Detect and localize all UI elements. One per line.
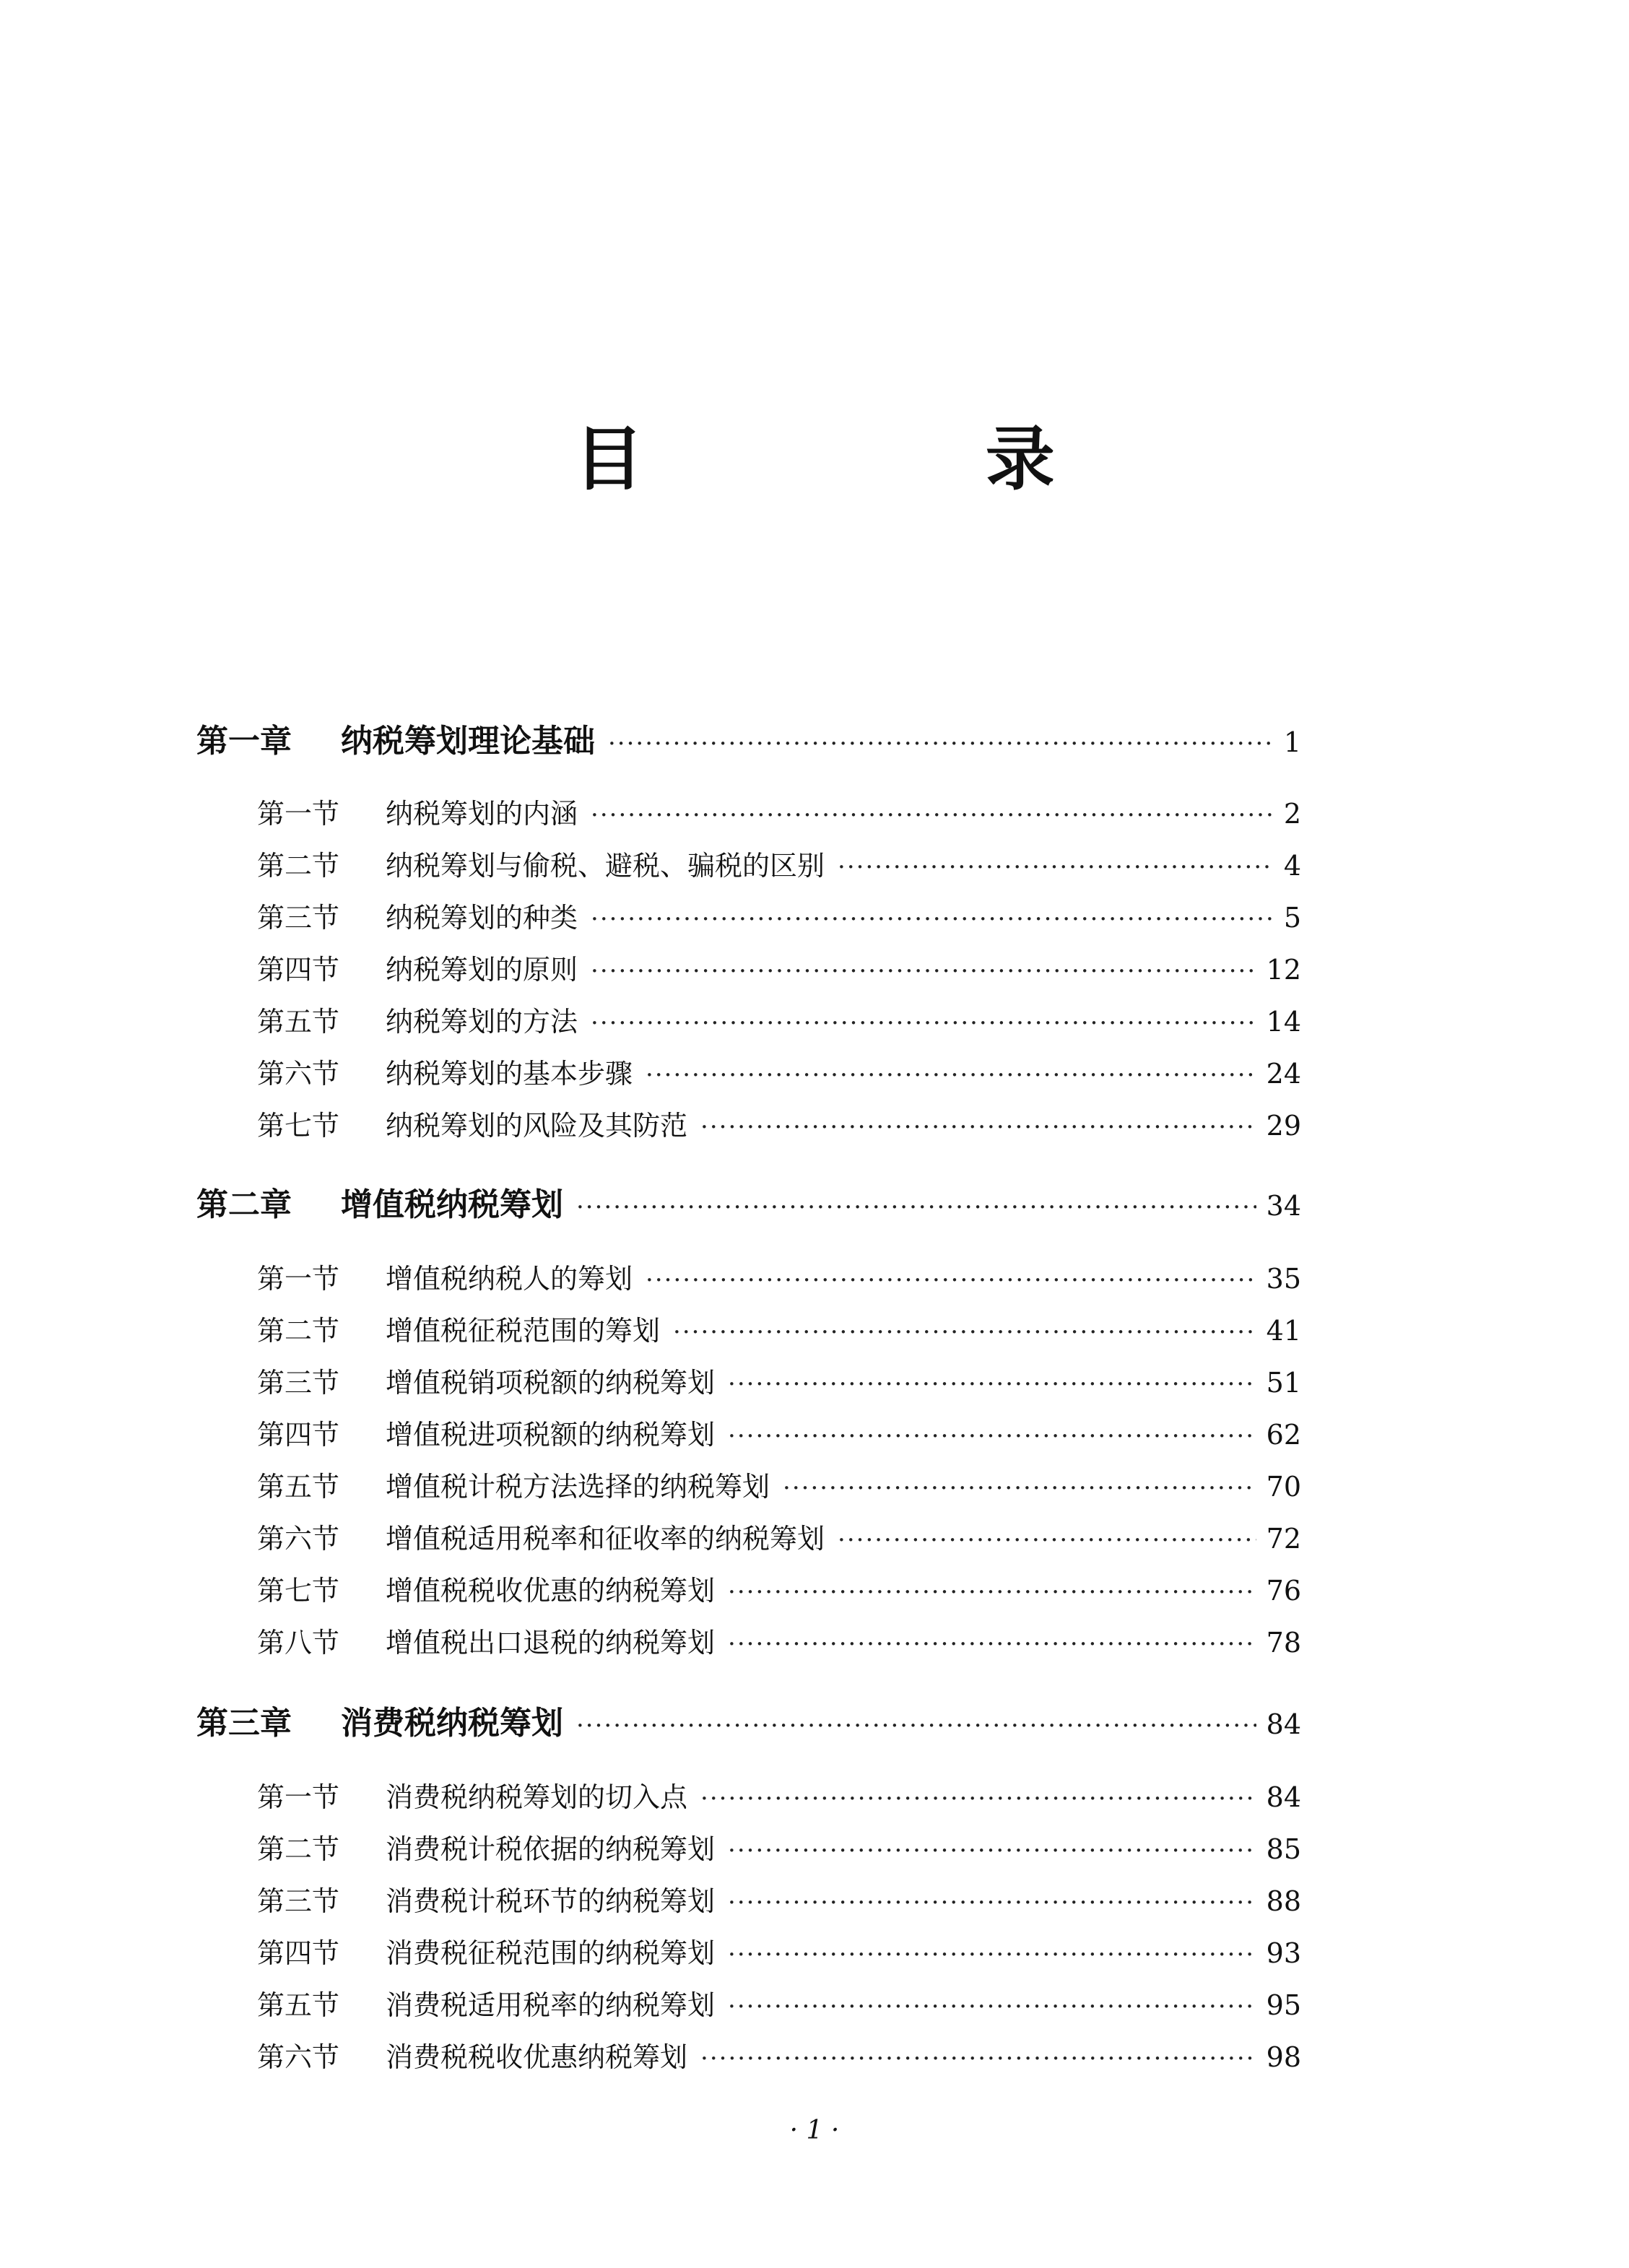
section-title: 增值税征税范围的筹划 (386, 1315, 661, 1347)
page-number: 35 (1266, 1263, 1301, 1295)
section-number: 第六节 (257, 1058, 340, 1090)
page-number: 2 (1283, 798, 1301, 830)
section-title: 纳税筹划的内涵 (386, 798, 578, 830)
dot-leader (728, 1370, 1256, 1399)
section-number: 第四节 (257, 954, 340, 986)
toc-section[interactable] (257, 1516, 1301, 1556)
dot-leader (700, 1784, 1256, 1813)
dot-leader (591, 801, 1274, 830)
chapter-title: 消费税纳税筹划 (341, 1705, 563, 1742)
toc-section[interactable] (257, 1983, 1301, 2022)
page-number: 70 (1266, 1471, 1301, 1503)
page-number: 95 (1266, 1989, 1301, 2021)
page-number: 76 (1266, 1575, 1301, 1607)
toc-section[interactable] (257, 1931, 1301, 1971)
page-number: 85 (1266, 1833, 1301, 1865)
toc-section[interactable] (257, 947, 1301, 987)
section-title: 消费税适用税率的纳税筹划 (386, 1989, 716, 2021)
section-title: 消费税征税范围的纳税筹划 (386, 1937, 716, 1969)
chapter-number: 第一章 (196, 723, 292, 760)
section-number: 第八节 (257, 1627, 340, 1659)
section-number: 第五节 (257, 1006, 340, 1038)
toc-section[interactable] (257, 1827, 1301, 1867)
dot-leader (576, 1193, 1256, 1222)
dot-leader (646, 1061, 1256, 1090)
section-title: 增值税纳税人的筹划 (386, 1263, 633, 1295)
dot-leader (591, 957, 1256, 986)
section-title: 纳税筹划与偷税、避税、骗税的区别 (386, 850, 825, 882)
dot-leader (728, 1578, 1256, 1607)
chapter-number: 第三章 (196, 1705, 292, 1742)
toc-section[interactable] (257, 1360, 1301, 1400)
section-number: 第二节 (257, 1315, 340, 1347)
section-title: 增值税税收优惠的纳税筹划 (386, 1575, 716, 1607)
page-number: 88 (1266, 1885, 1301, 1917)
toc-chapter-1[interactable] (196, 715, 1301, 761)
page-number: 93 (1266, 1937, 1301, 1969)
section-number: 第一节 (257, 798, 340, 830)
page-number: 5 (1283, 902, 1301, 934)
dot-leader (591, 1009, 1256, 1038)
section-title: 纳税筹划的种类 (386, 902, 578, 934)
section-title: 纳税筹划的基本步骤 (386, 1058, 633, 1090)
toc-section[interactable] (257, 1256, 1301, 1296)
dot-leader (728, 1836, 1256, 1865)
section-title: 消费税计税依据的纳税筹划 (386, 1833, 716, 1865)
page-number: 78 (1266, 1627, 1301, 1659)
dot-leader (783, 1474, 1256, 1503)
section-title: 增值税计税方法选择的纳税筹划 (386, 1471, 770, 1503)
dot-leader (728, 1940, 1256, 1969)
chapter-number: 第二章 (196, 1186, 292, 1223)
toc-section[interactable] (257, 1308, 1301, 1348)
section-title: 增值税出口退税的纳税筹划 (386, 1627, 716, 1659)
page-number: 98 (1266, 2041, 1301, 2073)
toc-section[interactable] (257, 1879, 1301, 1919)
section-title: 纳税筹划的风险及其防范 (386, 1110, 688, 1142)
section-title: 消费税计税环节的纳税筹划 (386, 1885, 716, 1917)
toc-chapter-2[interactable] (196, 1178, 1301, 1225)
dot-leader (646, 1266, 1256, 1295)
page-number: 72 (1266, 1523, 1301, 1555)
dot-leader (838, 853, 1274, 882)
dot-leader (576, 1711, 1256, 1740)
toc-section[interactable] (257, 791, 1301, 831)
toc-section[interactable] (257, 1775, 1301, 1815)
section-number: 第六节 (257, 1523, 340, 1555)
section-title: 消费税税收优惠纳税筹划 (386, 2041, 688, 2073)
dot-leader (728, 1422, 1256, 1451)
section-title: 增值税销项税额的纳税筹划 (386, 1367, 716, 1399)
section-number: 第七节 (257, 1575, 340, 1607)
page-number: 1 (1283, 726, 1301, 758)
section-number: 第一节 (257, 1781, 340, 1813)
section-title: 增值税进项税额的纳税筹划 (386, 1419, 716, 1451)
page-title: 目 录 (574, 419, 1214, 500)
dot-leader (728, 1630, 1256, 1659)
section-title: 增值税适用税率和征收率的纳税筹划 (386, 1523, 825, 1555)
toc-section[interactable] (257, 895, 1301, 935)
toc-section[interactable] (257, 1051, 1301, 1091)
dot-leader (608, 729, 1274, 758)
dot-leader (591, 905, 1274, 934)
section-number: 第三节 (257, 1885, 340, 1917)
toc-section[interactable] (257, 1412, 1301, 1452)
section-number: 第一节 (257, 1263, 340, 1295)
section-number: 第三节 (257, 902, 340, 934)
page-number: 29 (1266, 1110, 1301, 1142)
page-footer-number: · 1 · (789, 2116, 840, 2145)
toc-section[interactable] (257, 1620, 1301, 1660)
section-title: 纳税筹划的方法 (386, 1006, 578, 1038)
chapter-title: 纳税筹划理论基础 (341, 723, 595, 760)
section-number: 第七节 (257, 1110, 340, 1142)
dot-leader (700, 1113, 1256, 1142)
dot-leader (700, 2044, 1256, 2073)
toc-section[interactable] (257, 843, 1301, 883)
section-number: 第六节 (257, 2041, 340, 2073)
dot-leader (838, 1526, 1256, 1555)
section-number: 第五节 (257, 1471, 340, 1503)
toc-section[interactable] (257, 1568, 1301, 1608)
page-number: 41 (1266, 1315, 1301, 1347)
toc-section[interactable] (257, 1103, 1301, 1143)
section-title: 纳税筹划的原则 (386, 954, 578, 986)
page-number: 84 (1266, 1708, 1301, 1740)
page-number: 34 (1266, 1190, 1301, 1222)
dot-leader (673, 1318, 1256, 1347)
dot-leader (728, 1992, 1256, 2021)
toc-section[interactable] (257, 999, 1301, 1039)
page-number: 51 (1266, 1367, 1301, 1399)
page-number: 84 (1266, 1781, 1301, 1813)
page-number: 14 (1266, 1006, 1301, 1038)
toc-section[interactable] (257, 1464, 1301, 1504)
chapter-title: 增值税纳税筹划 (341, 1186, 563, 1223)
page-number: 62 (1266, 1419, 1301, 1451)
section-number: 第五节 (257, 1989, 340, 2021)
section-number: 第二节 (257, 1833, 340, 1865)
section-title: 消费税纳税筹划的切入点 (386, 1781, 688, 1813)
page-number: 12 (1266, 954, 1301, 986)
dot-leader (728, 1888, 1256, 1917)
page-number: 4 (1283, 850, 1301, 882)
section-number: 第三节 (257, 1367, 340, 1399)
section-number: 第四节 (257, 1937, 340, 1969)
section-number: 第二节 (257, 850, 340, 882)
toc-chapter-3[interactable] (196, 1697, 1301, 1743)
toc-section[interactable] (257, 2035, 1301, 2074)
page-number: 24 (1266, 1058, 1301, 1090)
section-number: 第四节 (257, 1419, 340, 1451)
